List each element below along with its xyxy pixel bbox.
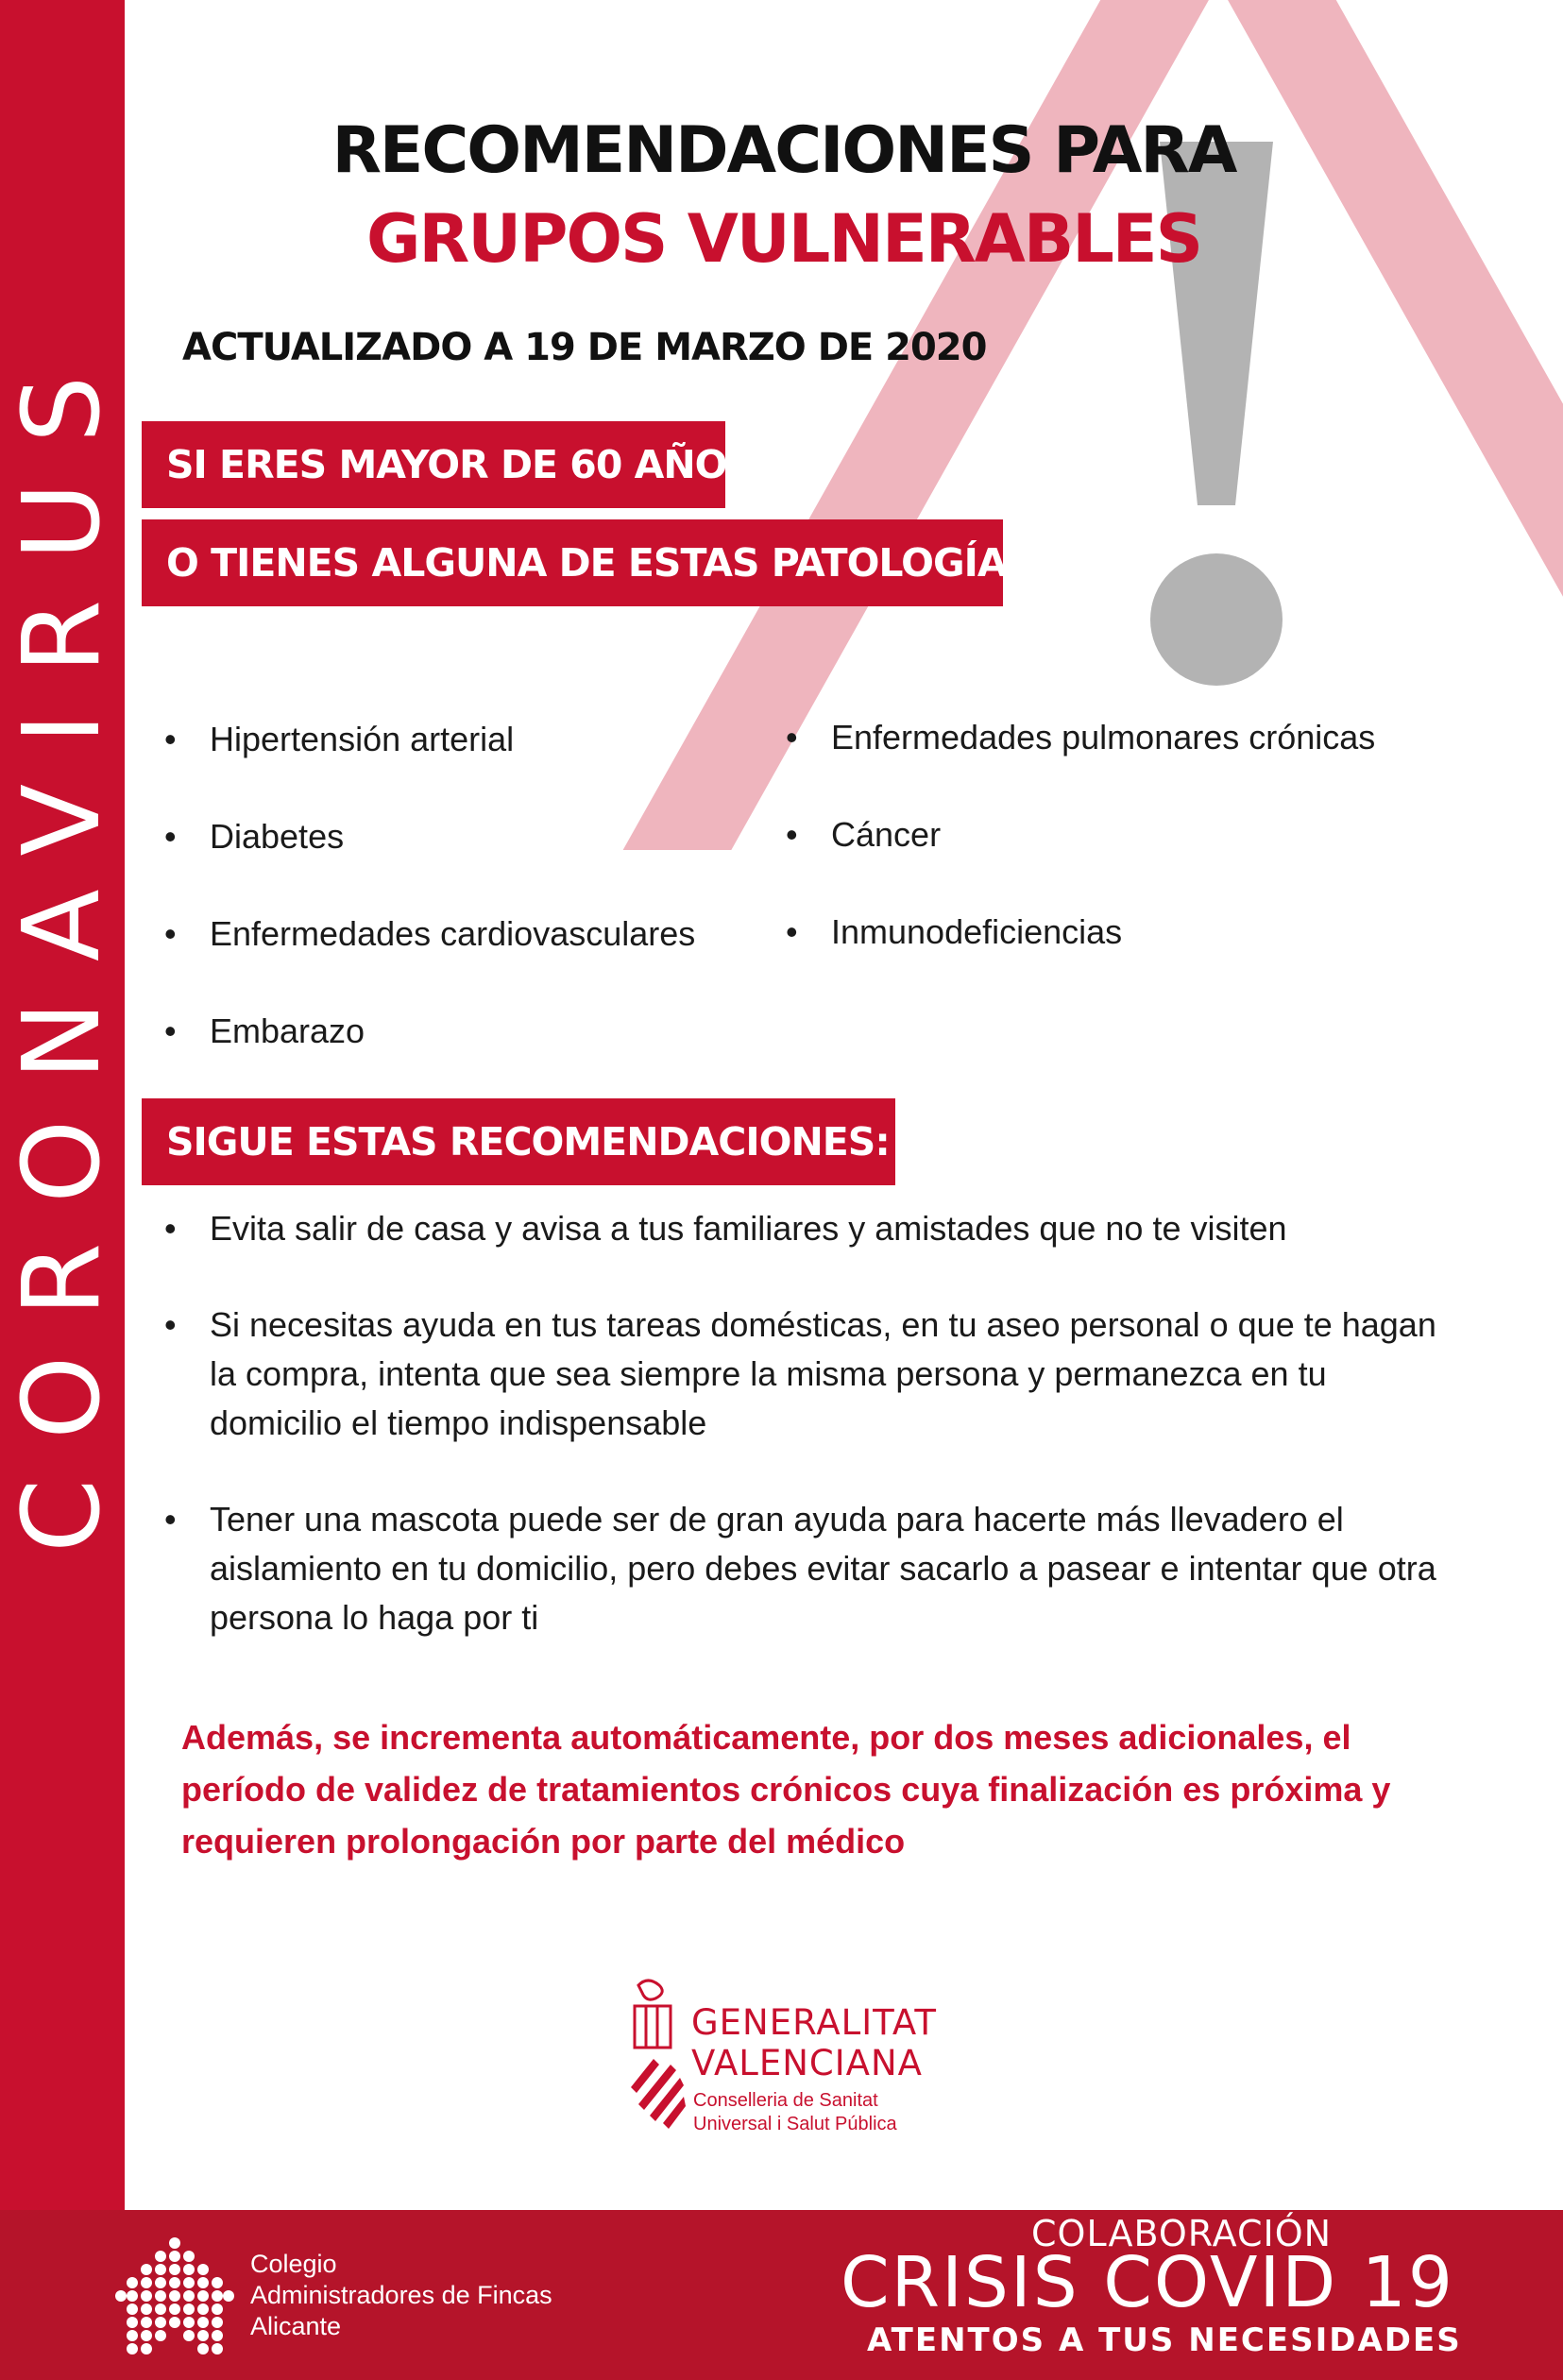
generalitat-name: GENERALITAT <box>691 2002 937 2043</box>
list-item-text: Diabetes <box>210 817 345 856</box>
list-item <box>153 914 757 1012</box>
sidebar <box>0 0 125 2210</box>
list-item-text: Tener una mascota puede ser de gran ayuda para hacerte más llevadero el aislamiento en tu domicilio, pero debes evitar sacarlo a pasear e intentar que otra persona lo haga por ti <box>210 1500 1436 1637</box>
pathologies-list-right <box>774 718 1530 1010</box>
college-name: Alicante <box>250 2312 342 2340</box>
list-item <box>153 1204 1456 1253</box>
bullet-icon: • <box>786 718 798 756</box>
bullet-icon: • <box>786 815 798 854</box>
bullet-icon: • <box>164 720 177 758</box>
list-item-text: Cáncer <box>831 815 942 854</box>
list-item <box>153 1495 1456 1642</box>
treatment-note: Además, se incrementa automáticamente, por dos meses adicionales, el período de validez de tratamientos crónicos cuya finalización es próxima y requieren prolongación por parte del médico <box>181 1718 1391 1861</box>
list-item-text: Embarazo <box>210 1012 365 1050</box>
footer-tagline: ATENTOS A TUS NECESIDADES <box>867 2321 1462 2359</box>
exclamation-dot <box>1150 553 1283 686</box>
list-item <box>153 1012 757 1109</box>
list-item-text: Inmunodeficiencias <box>831 912 1123 951</box>
list-item-text: Hipertensión arterial <box>210 720 515 758</box>
sidebar-label: CORONAVIRUS <box>1 335 124 1554</box>
page-subtitle: GRUPOS VULNERABLES <box>365 200 1202 278</box>
exclamation-bar <box>1160 142 1273 505</box>
dot-logo-icon <box>113 2234 236 2356</box>
college-name: Administradores de Fincas <box>250 2281 552 2309</box>
generalitat-name: VALENCIANA <box>691 2043 923 2083</box>
page-title: RECOMENDACIONES PARA <box>331 113 1236 188</box>
bullet-icon: • <box>164 914 177 953</box>
list-item <box>153 1300 1456 1448</box>
bullet-icon: • <box>164 817 177 856</box>
list-item-text: Enfermedades pulmonares crónicas <box>831 718 1376 756</box>
list-item <box>774 912 1530 1010</box>
updated-date: ACTUALIZADO A 19 DE MARZO DE 2020 <box>182 326 987 369</box>
list-item-text: Si necesitas ayuda en tus tareas domésticas, en tu aseo personal o que te hagan la compra, intenta que sea siempre la misma persona y permanezca en tu domicilio el tiempo indispensable <box>210 1305 1436 1442</box>
bullet-icon: • <box>164 1500 177 1538</box>
recommendations-list <box>153 1204 1456 1690</box>
list-item <box>153 817 757 914</box>
list-item <box>774 718 1530 815</box>
conselleria-name: Conselleria de Sanitat <box>693 2090 878 2111</box>
recommendations-banner: SIGUE ESTAS RECOMENDACIONES: <box>142 1098 895 1185</box>
list-item-text: Enfermedades cardiovasculares <box>210 914 696 953</box>
college-name: Colegio <box>250 2250 337 2278</box>
bullet-icon: • <box>164 1012 177 1050</box>
collaboration-label: COLABORACIÓN <box>1031 2213 1333 2254</box>
bullet-icon: • <box>786 912 798 951</box>
crisis-covid-title: CRISIS COVID 19 <box>841 2242 1454 2323</box>
list-item <box>774 815 1530 912</box>
pathologies-list-left <box>153 720 757 1109</box>
bullet-icon: • <box>164 1305 177 1344</box>
age-banner: SI ERES MAYOR DE 60 AÑOS <box>142 421 725 508</box>
list-item-text: Evita salir de casa y avisa a tus familiares y amistades que no te visiten <box>210 1209 1287 1248</box>
bullet-icon: • <box>164 1209 177 1248</box>
pathologies-banner: O TIENES ALGUNA DE ESTAS PATOLOGÍAS: <box>142 519 1003 606</box>
list-item <box>153 720 757 817</box>
conselleria-name: Universal i Salut Pública <box>693 2114 897 2134</box>
